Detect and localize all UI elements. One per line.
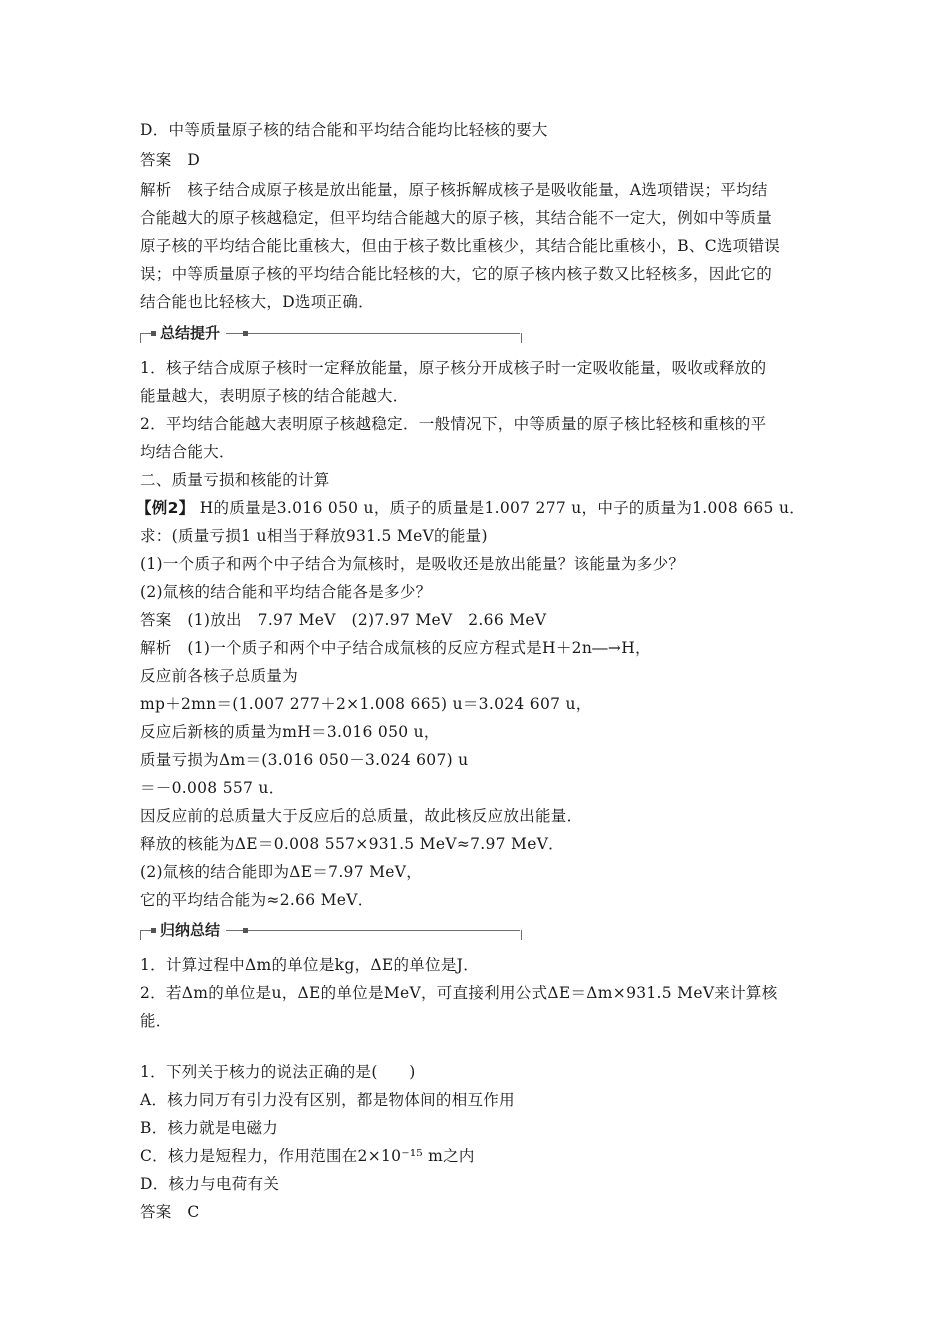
summary-line: 1．核子结合成原子核时一定释放能量，原子核分开成核子时一定吸收能量，吸收或释放的: [140, 359, 767, 377]
conclusion-line: 能．: [140, 1012, 172, 1030]
summary-line: 2．平均结合能越大表明原子核越稳定．一般情况下，中等质量的原子核比轻核和重核的平: [140, 415, 767, 433]
formula-line: mp＋2mn＝(1.007 277＋2×1.008 665) u＝3.024 607 u，: [140, 695, 592, 713]
analysis-line: 误；中等质量原子核的平均结合能比轻核的大，它的原子核内核子数又比轻核多，因此它的: [140, 265, 773, 283]
example-tag: 【例2】: [136, 499, 195, 517]
conclusion-box-header: [140, 922, 522, 938]
answer-line: 答案 (1)放出 7.97 MeV (2)7.97 MeV 2.66 MeV: [140, 611, 547, 629]
analysis-line: 解析 核子结合成原子核是放出能量，原子核拆解成核子是吸收能量，A选项错误；平均结: [140, 181, 768, 199]
option-c: C．核力是短程力，作用范围在2×10⁻¹⁵ m之内: [140, 1147, 475, 1165]
analysis-line: 反应前各核子总质量为: [140, 667, 299, 685]
box-rule-right-end: [521, 333, 522, 343]
example-line: [136, 498, 805, 518]
formula-line: 质量亏损为Δm＝(3.016 050－3.024 607) u: [140, 751, 469, 769]
box-rule-right-end: [521, 930, 522, 940]
formula-line: 释放的核能为ΔE＝0.008 557×931.5 MeV≈7.97 MeV．: [140, 835, 564, 853]
analysis-line: 因反应前的总质量大于反应后的总质量，故此核反应放出能量．: [140, 807, 583, 825]
analysis-line: 解析 (1)一个质子和两个中子结合成氚核的反应方程式是H＋2n―→H，: [140, 639, 651, 657]
formula-line: 反应后新核的质量为mH＝3.016 050 u，: [140, 723, 440, 741]
summary-line: 能量越大，表明原子核的结合能越大．: [140, 387, 409, 405]
question-line: 求：(质量亏损1 u相当于释放931.5 MeV的能量): [140, 527, 488, 545]
summary-line: 均结合能大．: [140, 443, 235, 461]
conclusion-line: 1．计算过程中Δm的单位是kg，ΔE的单位是J．: [140, 956, 479, 974]
answer-line: 答案 C: [140, 1203, 200, 1221]
conclusion-line: 2．若Δm的单位是u，ΔE的单位是MeV，可直接利用公式ΔE＝Δm×931.5 MeV来计算核: [140, 984, 778, 1002]
analysis-line: 合能越大的原子核越稳定，但平均结合能越大的原子核，其结合能不一定大，例如中等质量: [140, 209, 773, 227]
square-bullet-icon: [243, 928, 248, 933]
option-b: B．核力就是电磁力: [140, 1119, 279, 1137]
summary-box-header: [140, 325, 522, 341]
formula-line: (2)氚核的结合能即为ΔE＝7.97 MeV，: [140, 863, 423, 881]
summary-box-title: 总结提升: [154, 323, 226, 343]
analysis-line: 原子核的平均结合能比重核大，但由于核子数比重核少，其结合能比重核小，B、C选项错误: [140, 237, 781, 255]
option-a: A．核力同万有引力没有区别，都是物体间的相互作用: [140, 1091, 515, 1109]
analysis-line: 结合能也比轻核大，D选项正确．: [140, 293, 374, 311]
formula-line: 它的平均结合能为≈2.66 MeV．: [140, 891, 374, 909]
section-heading: 二、质量亏损和核能的计算: [140, 471, 330, 489]
conclusion-box-title: 归纳总结: [154, 920, 226, 940]
question-stem: 1．下列关于核力的说法正确的是( ): [140, 1063, 416, 1081]
question-line: (1)一个质子和两个中子结合为氚核时，是吸收还是放出能量？该能量为多少？: [140, 555, 685, 573]
square-bullet-icon: [151, 928, 156, 933]
answer-line: 答案 D: [140, 151, 201, 169]
question-line: (2)氚核的结合能和平均结合能各是多少？: [140, 583, 432, 601]
square-bullet-icon: [243, 331, 248, 336]
square-bullet-icon: [151, 331, 156, 336]
example-text: H的质量是3.016 050 u，质子的质量是1.007 277 u，中子的质量为1.008 665 u．: [194, 499, 806, 517]
box-rule-left-end: [140, 333, 141, 343]
option-d: D．核力与电荷有关: [140, 1175, 280, 1193]
box-rule-left-end: [140, 930, 141, 940]
formula-line: ＝－0.008 557 u．: [140, 779, 285, 797]
option-d-text: D．中等质量原子核的结合能和平均结合能均比轻核的要大: [140, 121, 548, 139]
